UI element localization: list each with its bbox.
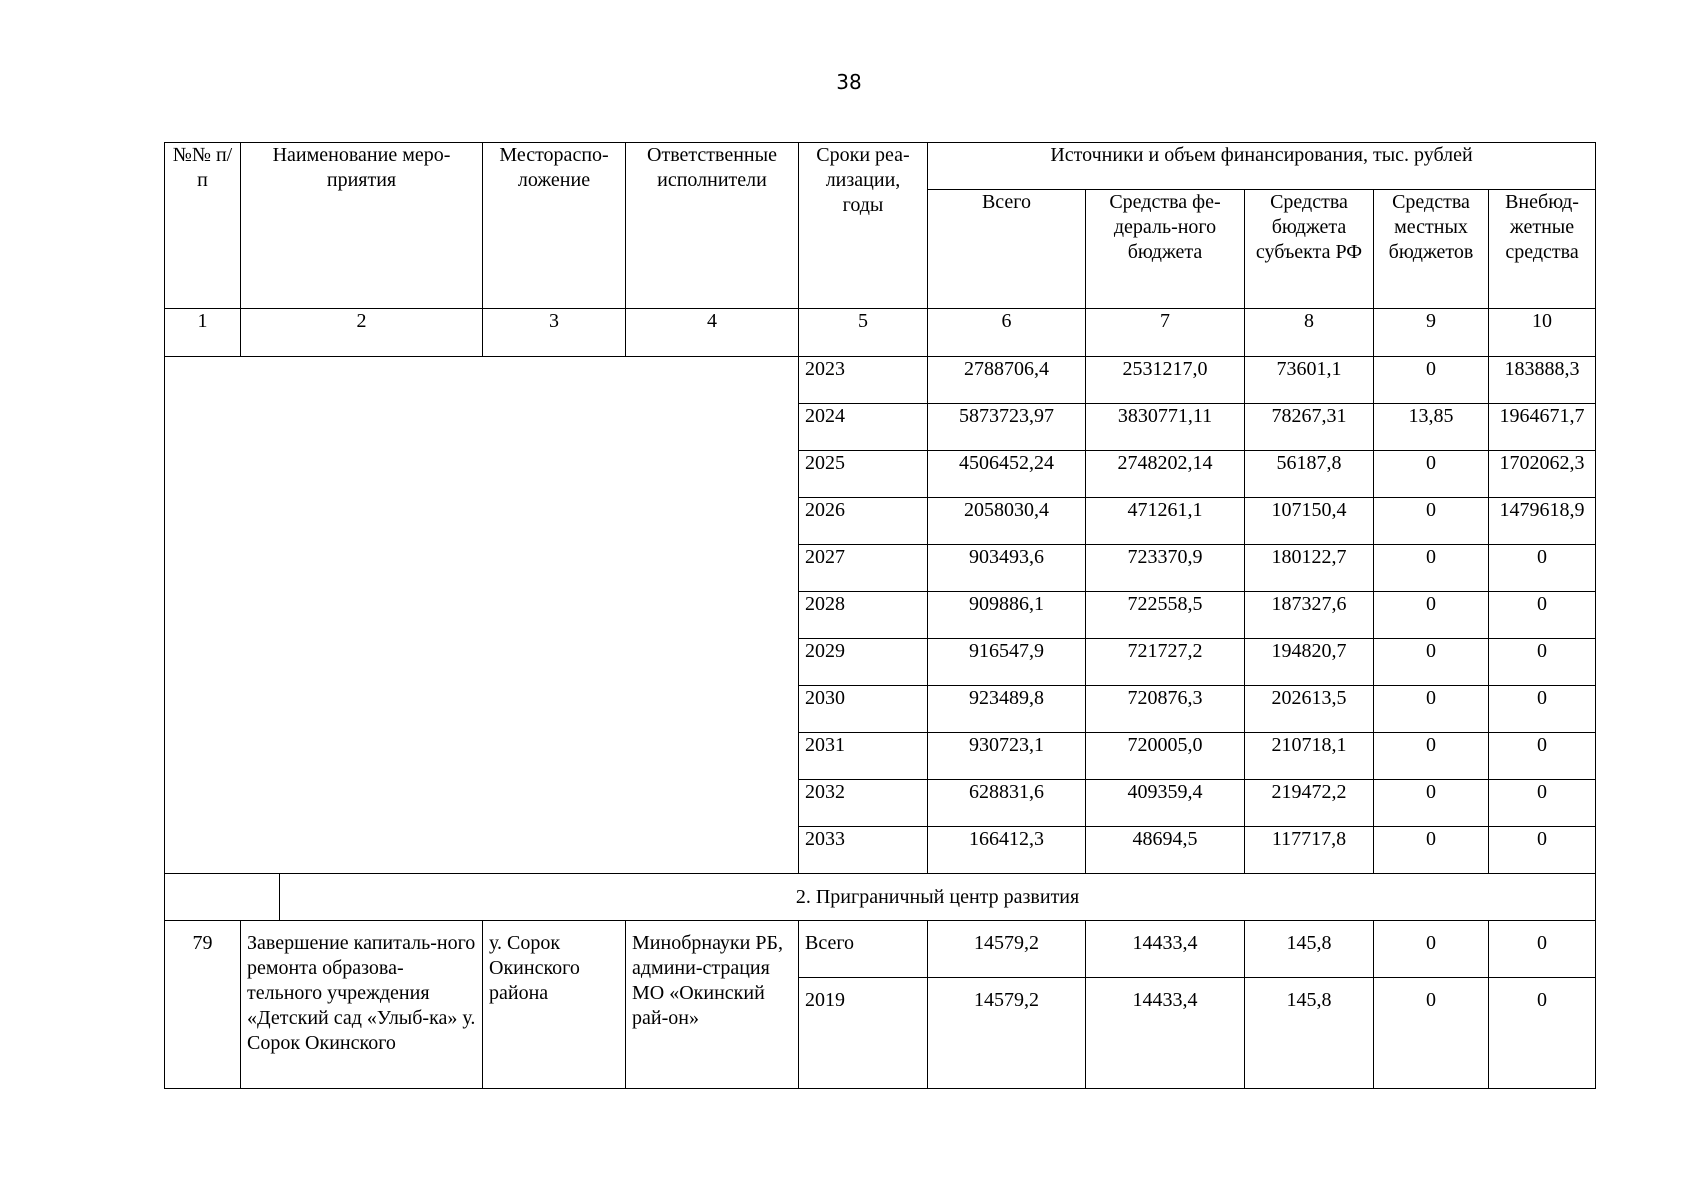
- local-cell: 0: [1374, 451, 1489, 498]
- year-cell: 2033: [799, 827, 928, 874]
- subject-cell: 187327,6: [1245, 592, 1374, 639]
- total-cell: 4506452,24: [928, 451, 1086, 498]
- federal-cell: 2531217,0: [1086, 357, 1245, 404]
- column-number-row: [165, 309, 1596, 357]
- column-number: 1: [165, 309, 241, 357]
- year-cell: 2019: [799, 978, 928, 1089]
- total-cell: 14579,2: [928, 921, 1086, 978]
- local-cell: 0: [1374, 498, 1489, 545]
- extra-cell: 0: [1489, 639, 1596, 686]
- local-cell: 0: [1374, 780, 1489, 827]
- year-row: [165, 357, 1596, 404]
- federal-cell: 2748202,14: [1086, 451, 1245, 498]
- local-cell: 0: [1374, 357, 1489, 404]
- subject-cell: 145,8: [1245, 921, 1374, 978]
- subject-cell: 73601,1: [1245, 357, 1374, 404]
- section-title: 2. Приграничный центр развития: [795, 885, 1080, 908]
- header-col-no: №№ п/п: [165, 143, 241, 309]
- federal-cell: 720005,0: [1086, 733, 1245, 780]
- local-cell: 0: [1374, 978, 1489, 1089]
- item-name: Завершение капиталь-ного ремонта образова-тельного учреждения «Детский сад «Улыб-ка» у. Сорок Окинского: [241, 921, 483, 1089]
- section-cell: [165, 874, 1596, 921]
- item-location: у. Сорок Окинского района: [483, 921, 626, 1089]
- column-number: 8: [1245, 309, 1374, 357]
- header-col-total: Всего: [928, 190, 1086, 309]
- subject-cell: 145,8: [1245, 978, 1374, 1089]
- local-cell: 0: [1374, 827, 1489, 874]
- subject-cell: 117717,8: [1245, 827, 1374, 874]
- federal-cell: 48694,5: [1086, 827, 1245, 874]
- federal-cell: 14433,4: [1086, 921, 1245, 978]
- total-cell: 916547,9: [928, 639, 1086, 686]
- subject-cell: 219472,2: [1245, 780, 1374, 827]
- local-cell: 0: [1374, 686, 1489, 733]
- federal-cell: 722558,5: [1086, 592, 1245, 639]
- subject-cell: 107150,4: [1245, 498, 1374, 545]
- total-cell: 2058030,4: [928, 498, 1086, 545]
- year-cell: 2025: [799, 451, 928, 498]
- federal-cell: 471261,1: [1086, 498, 1245, 545]
- column-number: 10: [1489, 309, 1596, 357]
- column-number: 2: [241, 309, 483, 357]
- extra-cell: 183888,3: [1489, 357, 1596, 404]
- year-cell: 2028: [799, 592, 928, 639]
- column-number: 6: [928, 309, 1086, 357]
- subject-cell: 78267,31: [1245, 404, 1374, 451]
- total-cell: 923489,8: [928, 686, 1086, 733]
- local-cell: 0: [1374, 639, 1489, 686]
- federal-cell: 14433,4: [1086, 978, 1245, 1089]
- local-cell: 13,85: [1374, 404, 1489, 451]
- total-cell: 903493,6: [928, 545, 1086, 592]
- header-col-extra: Внебюд-жетные средства: [1489, 190, 1596, 309]
- federal-cell: 409359,4: [1086, 780, 1245, 827]
- column-number: 9: [1374, 309, 1489, 357]
- section-left-stub: [165, 874, 280, 920]
- total-cell: 909886,1: [928, 592, 1086, 639]
- year-cell: 2024: [799, 404, 928, 451]
- year-cell: Всего: [799, 921, 928, 978]
- year-cell: 2023: [799, 357, 928, 404]
- year-cell: 2026: [799, 498, 928, 545]
- item-row: [165, 921, 1596, 978]
- header-col-subject: Средства бюджета субъекта РФ: [1245, 190, 1374, 309]
- funding-table: [164, 142, 1596, 1089]
- extra-cell: 1964671,7: [1489, 404, 1596, 451]
- header-col-federal: Средства фе-дераль-ного бюджета: [1086, 190, 1245, 309]
- subject-cell: 194820,7: [1245, 639, 1374, 686]
- subject-cell: 56187,8: [1245, 451, 1374, 498]
- extra-cell: 0: [1489, 921, 1596, 978]
- header-row-top: [165, 143, 1596, 190]
- federal-cell: 723370,9: [1086, 545, 1245, 592]
- extra-cell: 0: [1489, 686, 1596, 733]
- merged-blank-cell: [165, 357, 799, 874]
- header-col-terms: Сроки реа-лизации, годы: [799, 143, 928, 309]
- year-cell: 2032: [799, 780, 928, 827]
- section-row: [165, 874, 1596, 921]
- extra-cell: 1479618,9: [1489, 498, 1596, 545]
- extra-cell: 0: [1489, 733, 1596, 780]
- item-responsible: Минобрнауки РБ, админи-страция МО «Окинский рай-он»: [626, 921, 799, 1089]
- header-col-local: Средства местных бюджетов: [1374, 190, 1489, 309]
- local-cell: 0: [1374, 921, 1489, 978]
- item-number: 79: [165, 921, 241, 1089]
- column-number: 7: [1086, 309, 1245, 357]
- column-number: 3: [483, 309, 626, 357]
- year-cell: 2029: [799, 639, 928, 686]
- extra-cell: 0: [1489, 592, 1596, 639]
- column-number: 5: [799, 309, 928, 357]
- total-cell: 14579,2: [928, 978, 1086, 1089]
- subject-cell: 180122,7: [1245, 545, 1374, 592]
- total-cell: 628831,6: [928, 780, 1086, 827]
- federal-cell: 721727,2: [1086, 639, 1245, 686]
- total-cell: 930723,1: [928, 733, 1086, 780]
- extra-cell: 0: [1489, 827, 1596, 874]
- extra-cell: 0: [1489, 545, 1596, 592]
- federal-cell: 720876,3: [1086, 686, 1245, 733]
- header-col-location: Местораспо-ложение: [483, 143, 626, 309]
- header-col-responsible: Ответственные исполнители: [626, 143, 799, 309]
- total-cell: 2788706,4: [928, 357, 1086, 404]
- header-funding-group: Источники и объем финансирования, тыс. рублей: [928, 143, 1596, 190]
- local-cell: 0: [1374, 592, 1489, 639]
- local-cell: 0: [1374, 733, 1489, 780]
- extra-cell: 0: [1489, 978, 1596, 1089]
- federal-cell: 3830771,11: [1086, 404, 1245, 451]
- extra-cell: 0: [1489, 780, 1596, 827]
- subject-cell: 202613,5: [1245, 686, 1374, 733]
- total-cell: 5873723,97: [928, 404, 1086, 451]
- extra-cell: 1702062,3: [1489, 451, 1596, 498]
- column-number: 4: [626, 309, 799, 357]
- year-cell: 2030: [799, 686, 928, 733]
- local-cell: 0: [1374, 545, 1489, 592]
- year-cell: 2031: [799, 733, 928, 780]
- total-cell: 166412,3: [928, 827, 1086, 874]
- year-cell: 2027: [799, 545, 928, 592]
- header-col-name: Наименование меро-приятия: [241, 143, 483, 309]
- subject-cell: 210718,1: [1245, 733, 1374, 780]
- page-number: 38: [836, 70, 862, 94]
